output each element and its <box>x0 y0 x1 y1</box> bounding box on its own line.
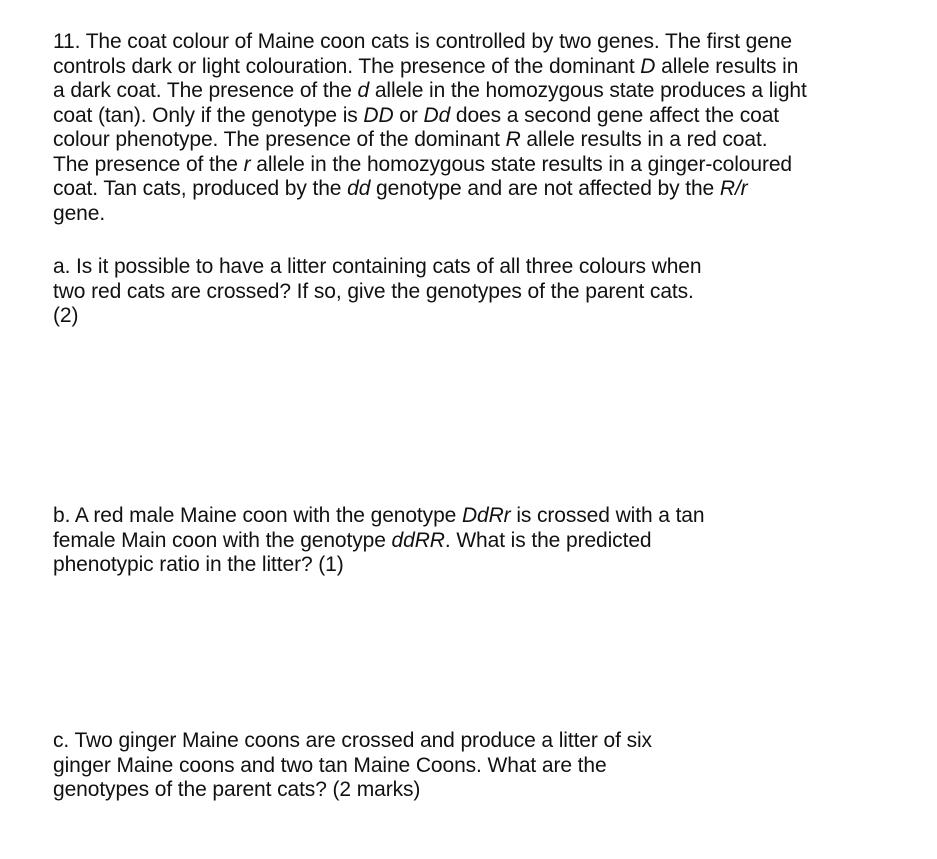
text-line <box>53 128 807 153</box>
text-line <box>53 778 652 803</box>
text-run: . What is the predicted <box>444 528 652 552</box>
text-run: does a second gene affect the coat <box>450 103 780 127</box>
italic-term: Dd <box>423 103 451 127</box>
text-line <box>53 729 652 754</box>
text-run: ginger Maine coons and two tan Maine Coons. What are the <box>53 753 607 777</box>
text-line <box>53 754 652 779</box>
text-run: (2) <box>53 304 79 327</box>
text-line <box>53 104 807 129</box>
italic-term: R <box>505 128 521 151</box>
italic-term: D <box>640 54 656 78</box>
text-line <box>53 504 704 529</box>
text-line <box>53 529 704 554</box>
text-run: genotype and are not affected by the <box>370 177 720 200</box>
text-line <box>53 280 701 305</box>
text-run: a. Is it possible to have a litter containing cats of all three colours when <box>53 255 702 278</box>
text-run: coat (tan). Only if the genotype is <box>53 103 364 127</box>
text-run: allele results in <box>655 54 799 78</box>
italic-term: r <box>243 152 251 176</box>
text-run: colour phenotype. The presence of the dominant <box>53 128 506 151</box>
question-intro <box>53 30 807 226</box>
text-run: allele in the homozygous state results in a ginger-coloured <box>250 152 793 176</box>
italic-term: DD <box>363 103 394 127</box>
text-run: b. A red male Maine coon with the genotype <box>53 504 462 527</box>
text-run: 11. The coat colour of Maine coon cats is controlled by two genes. The first gene <box>53 30 792 53</box>
text-run: allele in the homozygous state produces a light <box>369 79 807 102</box>
text-line <box>53 153 807 178</box>
text-run: is crossed with a tan <box>510 504 705 527</box>
text-run: female Main coon with the genotype <box>53 528 392 552</box>
question-part-a <box>53 255 701 329</box>
italic-term: ddRR <box>391 528 445 552</box>
text-line <box>53 177 807 202</box>
text-line <box>53 30 807 55</box>
text-run: phenotypic ratio in the litter? (1) <box>53 553 344 576</box>
text-line <box>53 79 807 104</box>
question-part-c <box>53 729 652 803</box>
text-line <box>53 553 704 578</box>
text-line <box>53 55 807 80</box>
italic-term: d <box>357 79 370 102</box>
text-run: genotypes of the parent cats? (2 marks) <box>53 778 421 801</box>
text-run: The presence of the <box>53 152 244 176</box>
text-run: coat. Tan cats, produced by the <box>53 177 348 200</box>
italic-term: DdRr <box>461 504 511 527</box>
text-line <box>53 255 701 280</box>
text-run: gene. <box>53 201 106 225</box>
text-run: controls dark or light colouration. The presence of the dominant <box>53 54 641 78</box>
text-run: two red cats are crossed? If so, give the genotypes of the parent cats. <box>53 279 694 303</box>
text-line <box>53 202 807 227</box>
text-line <box>53 304 701 329</box>
text-run: or <box>393 103 424 127</box>
text-run: a dark coat. The presence of the <box>53 79 358 102</box>
italic-term: dd <box>347 177 371 200</box>
italic-term: R/r <box>719 177 748 200</box>
text-run: allele results in a red coat. <box>520 128 768 151</box>
text-run: c. Two ginger Maine coons are crossed and produce a litter of six <box>53 729 652 752</box>
question-part-b <box>53 504 704 578</box>
